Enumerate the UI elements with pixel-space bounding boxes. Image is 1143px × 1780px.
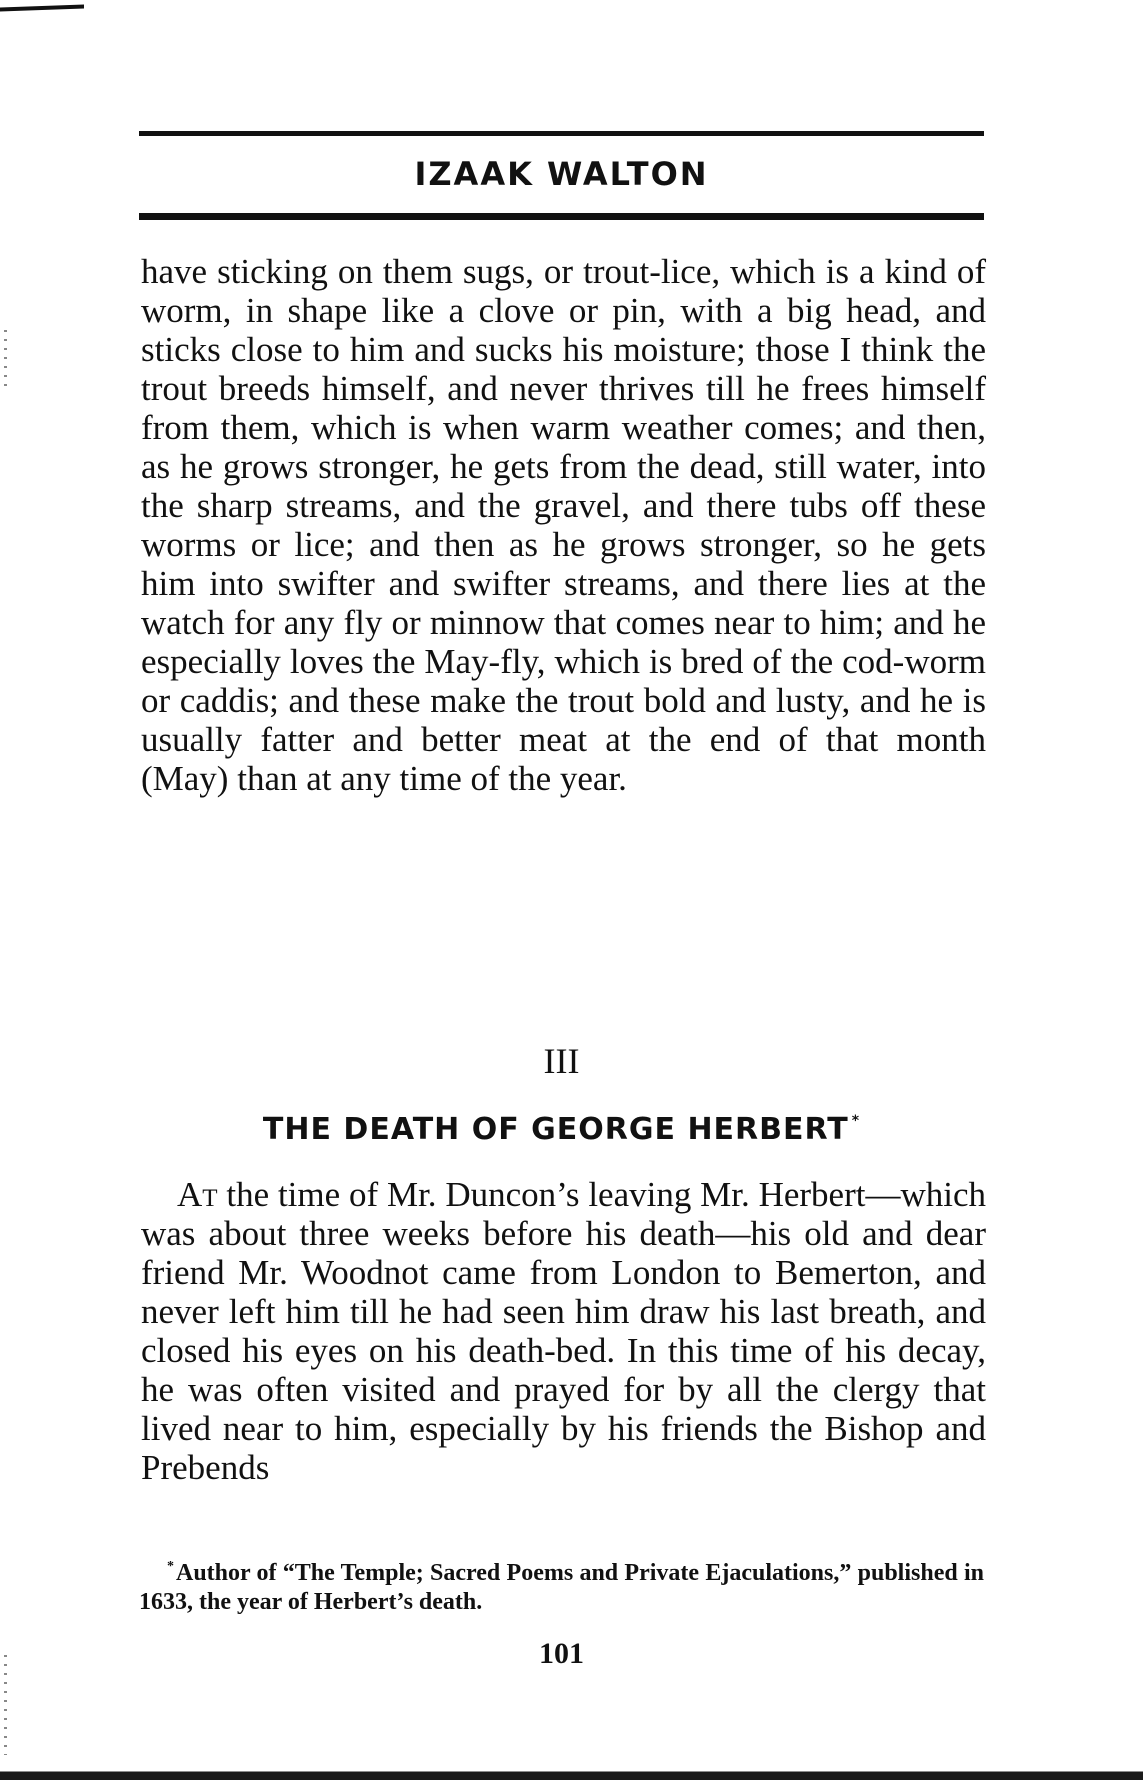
section-body-block [141,1175,986,1487]
scan-edge-mark [0,5,84,12]
section-title-text: THE DEATH OF GEORGE HERBERT [262,1112,849,1147]
header-top-rule [139,131,984,136]
footnote-marker: * [167,1559,174,1574]
footnote [139,1552,984,1617]
scan-bottom-edge [0,1766,1143,1780]
section-title [139,1112,984,1147]
section-body-text: the time of Mr. Duncon’s leaving Mr. Herbert—which was about three weeks before his death—his old and dear friend Mr. Woodnot came from London to Bemerton, and never left him till he had seen him draw his last breath, and closed his eyes on his death-bed. In this time of his decay, he was often visited and prayed for by all the clergy that lived near to him, especially by his friends the Bishop and Prebends [141,1175,987,1487]
footnote-text: Author of “The Temple; Sacred Poems and Private Ejaculations,” published in 1633, the year of Herbert’s death. [139,1560,984,1615]
footnote-reference: * [851,1113,861,1129]
section-numeral: III [543,1041,580,1081]
continued-paragraph: have sticking on them sugs, or trout-lice, which is a kind of worm, in shape like a clove or pin, with a big head, and sticks close to him and sucks his moisture; those I think the trout breeds himself, and never thrives till he frees himself from them, which is when warm weather comes; and then, as he grows stronger, he gets from the dead, still water, into the sharp streams, and the gravel, and there tubs off these worms or lice; and then as he grows stronger, so he gets him into swifter and swifter streams, and there lies at the watch for any fly or minnow that comes near to him; and he especially loves the May-fly, which is bred of the cod-worm or caddis; and these make the trout bold and lusty, and he is usually fatter and better meat at the end of that month (May) than at any time of the year. [141,252,986,798]
running-head: IZAAK WALTON [414,155,709,193]
section-paragraph [141,1175,986,1487]
opening-word: At [177,1175,218,1214]
scan-margin-specks [4,1655,7,1755]
header-bottom-rule [139,213,984,220]
scan-margin-specks [4,330,7,390]
page-number: 101 [539,1637,584,1670]
continued-text-block [141,252,986,798]
